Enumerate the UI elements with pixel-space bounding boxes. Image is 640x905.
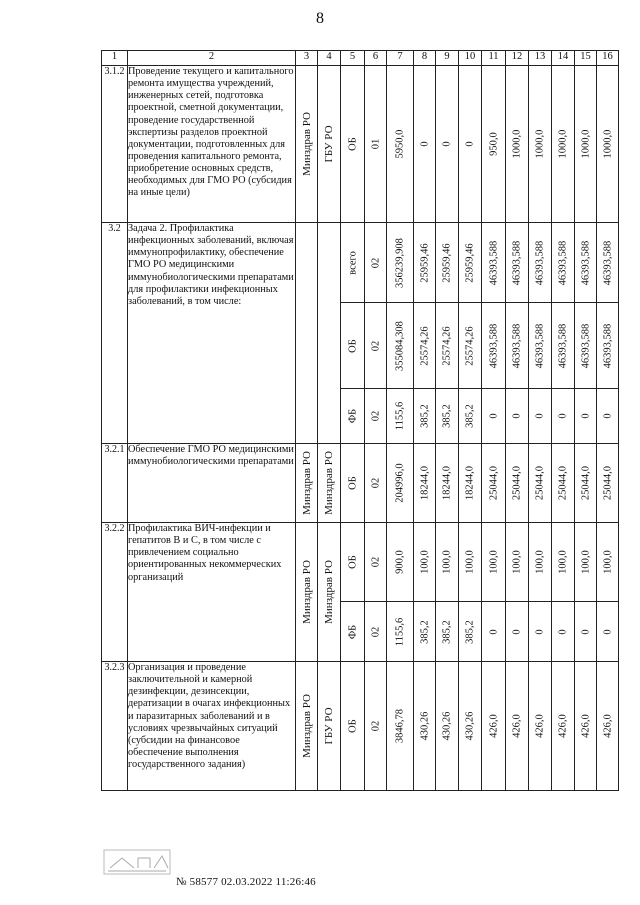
amount-value: 25959,46 (464, 242, 476, 283)
header-cell: 15 (575, 51, 597, 66)
amount-value: 0 (511, 413, 523, 419)
amount-cell (506, 662, 529, 791)
amount-cell (597, 303, 619, 389)
executor-label: Минздрав РО (300, 694, 313, 758)
amount-value: 385,2 (419, 619, 430, 644)
amount-value: 950,0 (488, 132, 499, 156)
document-id: № 58577 02.03.2022 11:26:46 (176, 876, 316, 888)
code-value: 02 (370, 340, 381, 351)
amount-value: 25044,0 (534, 465, 546, 501)
participant-cell (318, 523, 341, 662)
amount-value: 0 (441, 141, 453, 147)
amount-cell (575, 602, 597, 662)
header-cell: 2 (128, 51, 296, 66)
funding-source: всего (347, 250, 358, 275)
amount-cell (552, 66, 575, 223)
amount-value: 0 (580, 628, 591, 635)
amount-cell (387, 444, 414, 523)
amount-cell (436, 303, 459, 389)
amount-cell (459, 662, 482, 791)
amount-value: 0 (580, 413, 591, 419)
amount-cell (529, 389, 552, 444)
amount-value: 46393,588 (602, 240, 613, 285)
header-cell: 16 (597, 51, 619, 66)
amount-cell (436, 523, 459, 602)
code-value: 02 (370, 477, 381, 489)
amount-cell (506, 523, 529, 602)
amount-cell (529, 303, 552, 389)
amount-value: 385,2 (441, 404, 453, 428)
amount-cell (482, 66, 506, 223)
amount-cell (552, 444, 575, 523)
page-number: 8 (316, 10, 324, 27)
amount-value: 100,0 (602, 550, 613, 574)
amount-value: 0 (419, 141, 430, 147)
amount-cell (459, 303, 482, 389)
amount-value: 100,0 (557, 550, 569, 574)
amount-value: 204996,0 (394, 463, 406, 503)
amount-value: 25959,46 (419, 242, 430, 283)
amount-value: 100,0 (441, 550, 453, 574)
amount-cell (436, 389, 459, 444)
amount-cell (459, 389, 482, 444)
amount-value: 1000,0 (511, 129, 523, 159)
table-row (102, 523, 619, 602)
amount-cell (482, 444, 506, 523)
amount-cell (575, 223, 597, 303)
participant-cell (318, 66, 341, 223)
amount-value: 0 (557, 628, 569, 635)
amount-cell (552, 223, 575, 303)
code-cell (365, 223, 387, 303)
header-cell: 14 (552, 51, 575, 66)
amount-cell (552, 662, 575, 791)
code-value: 02 (370, 720, 381, 732)
amount-cell (597, 444, 619, 523)
table-row (102, 444, 619, 523)
amount-value: 46393,588 (557, 240, 569, 285)
row-description: Организация и проведение заключительной и камерной дезинфекции, дезинсекции, дератизации в очагах инфекционных и паразитарных заболеваний и в условиях чрезвычайных ситуаций (субсидии на финансовое обеспечение выполнения государственного задания) (128, 662, 296, 791)
amount-value: 0 (557, 413, 569, 419)
code-value: 02 (370, 410, 381, 422)
amount-value: 0 (488, 413, 499, 419)
amount-cell (436, 223, 459, 303)
amount-cell (482, 602, 506, 662)
row-number: 3.2.3 (102, 662, 128, 791)
funding-source-cell (341, 602, 365, 662)
amount-cell (552, 303, 575, 389)
amount-value: 46393,588 (511, 240, 523, 285)
amount-value: 1155,6 (394, 401, 406, 431)
amount-cell (414, 602, 436, 662)
amount-value: 0 (602, 413, 613, 419)
row-number: 3.2.2 (102, 523, 128, 662)
funding-source-cell (341, 444, 365, 523)
code-cell (365, 303, 387, 389)
row-description: Профилактика ВИЧ-инфекции и гепатитов В и С, в том числе с привлечением социально ориентированных некоммерческих организаций (128, 523, 296, 662)
header-cell: 3 (296, 51, 318, 66)
amount-cell (529, 444, 552, 523)
amount-value: 46393,588 (488, 240, 499, 285)
amount-value: 46393,588 (580, 240, 591, 285)
amount-cell (575, 389, 597, 444)
amount-cell (597, 389, 619, 444)
amount-value: 0 (488, 628, 499, 635)
funding-source: ФБ (347, 624, 358, 639)
executor-cell (296, 662, 318, 791)
row-number: 3.1.2 (102, 66, 128, 223)
amount-cell (552, 602, 575, 662)
header-cell: 6 (365, 51, 387, 66)
amount-cell (387, 523, 414, 602)
funding-source: ОБ (347, 137, 358, 151)
amount-cell (506, 602, 529, 662)
executor-cell (296, 66, 318, 223)
stamp-image (102, 848, 172, 876)
amount-cell (387, 66, 414, 223)
amount-value: 1000,0 (602, 129, 613, 159)
participant-cell (318, 444, 341, 523)
executor-cell (296, 444, 318, 523)
participant-label: ГБУ РО (323, 707, 335, 745)
amount-cell (597, 662, 619, 791)
amount-value: 25959,46 (441, 242, 453, 283)
code-cell (365, 602, 387, 662)
amount-value: 46393,588 (511, 323, 523, 368)
amount-value: 0 (464, 141, 476, 147)
amount-cell (459, 66, 482, 223)
amount-value: 25574,26 (419, 325, 430, 366)
amount-cell (506, 444, 529, 523)
funding-source-cell (341, 389, 365, 444)
amount-cell (436, 662, 459, 791)
amount-cell (459, 602, 482, 662)
amount-cell (387, 223, 414, 303)
executor-label: Минздрав РО (300, 451, 313, 515)
amount-cell (387, 602, 414, 662)
participant-label: Минздрав РО (323, 560, 335, 624)
amount-value: 426,0 (488, 714, 499, 738)
amount-value: 100,0 (464, 550, 476, 574)
amount-value: 0 (534, 628, 546, 635)
participant-label: ГБУ РО (323, 125, 335, 163)
amount-value: 46393,588 (534, 240, 546, 285)
amount-value: 46393,588 (580, 323, 591, 368)
code-value: 02 (370, 556, 381, 568)
code-value: 01 (370, 138, 381, 150)
code-cell (365, 66, 387, 223)
amount-cell (597, 223, 619, 303)
code-cell (365, 662, 387, 791)
participant-cell (318, 662, 341, 791)
amount-value: 426,0 (557, 714, 569, 738)
amount-cell (436, 66, 459, 223)
amount-value: 385,2 (464, 619, 476, 644)
funding-source: ОБ (347, 338, 358, 353)
amount-cell (482, 223, 506, 303)
amount-value: 18244,0 (464, 465, 476, 501)
amount-cell (529, 662, 552, 791)
amount-value: 25574,26 (464, 325, 476, 366)
funding-source: ФБ (347, 408, 358, 424)
amount-cell (387, 662, 414, 791)
amount-cell (436, 602, 459, 662)
funding-source-cell (341, 223, 365, 303)
row-description: Проведение текущего и капитального ремонта имущества учреждений, инженерных сетей, подготовка проектной, сметной документации, проведение государственной экспертизы разделов проектной документации, подготовленных для проведения капитального ремонта, приобретение основных средств, необходимых для ГМО РО (субсидия на иные цели) (128, 66, 296, 223)
funding-source: ОБ (347, 555, 358, 569)
header-cell: 10 (459, 51, 482, 66)
row-description: Обеспечение ГМО РО медицинскими иммунобиологическими препаратами (128, 444, 296, 523)
header-cell: 9 (436, 51, 459, 66)
amount-value: 1155,6 (394, 617, 406, 646)
amount-cell (529, 523, 552, 602)
participant-cell (318, 223, 341, 444)
amount-cell (506, 66, 529, 223)
amount-cell (414, 444, 436, 523)
amount-cell (529, 223, 552, 303)
funding-source-cell (341, 523, 365, 602)
amount-value: 25044,0 (488, 465, 499, 501)
amount-cell (506, 303, 529, 389)
executor-cell (296, 223, 318, 444)
participant-label: Минздрав РО (323, 451, 335, 515)
amount-value: 0 (534, 413, 546, 419)
header-cell: 8 (414, 51, 436, 66)
amount-value: 426,0 (511, 714, 523, 738)
amount-cell (414, 662, 436, 791)
executor-label: Минздрав РО (300, 560, 313, 624)
amount-cell (597, 66, 619, 223)
header-cell: 7 (387, 51, 414, 66)
executor-label: Минздрав РО (300, 112, 313, 176)
funding-source: ОБ (347, 719, 358, 733)
amount-value: 100,0 (488, 550, 499, 574)
amount-cell (414, 223, 436, 303)
amount-value: 1000,0 (580, 129, 591, 159)
amount-cell (575, 303, 597, 389)
amount-value: 25044,0 (557, 465, 569, 501)
amount-value: 100,0 (511, 550, 523, 574)
amount-value: 426,0 (534, 714, 546, 738)
amount-cell (552, 523, 575, 602)
amount-cell (529, 66, 552, 223)
amount-value: 25044,0 (511, 465, 523, 501)
amount-value: 25044,0 (602, 465, 613, 501)
code-cell (365, 523, 387, 602)
code-value: 02 (370, 257, 381, 268)
table-row (102, 662, 619, 791)
amount-value: 46393,588 (534, 323, 546, 368)
row-number: 3.2.1 (102, 444, 128, 523)
header-cell: 1 (102, 51, 128, 66)
header-cell: 11 (482, 51, 506, 66)
amount-cell (414, 303, 436, 389)
table-row (102, 66, 619, 223)
amount-value: 900,0 (394, 550, 406, 574)
amount-value: 430,26 (464, 711, 476, 741)
amount-cell (387, 303, 414, 389)
amount-value: 385,2 (464, 404, 476, 428)
amount-value: 18244,0 (441, 465, 453, 501)
amount-cell (482, 523, 506, 602)
amount-cell (529, 602, 552, 662)
amount-cell (506, 389, 529, 444)
amount-cell (597, 602, 619, 662)
amount-value: 356239,908 (394, 237, 406, 288)
code-value: 02 (370, 626, 381, 637)
code-cell (365, 389, 387, 444)
amount-value: 25574,26 (441, 325, 453, 366)
amount-cell (436, 444, 459, 523)
amount-cell (414, 66, 436, 223)
amount-cell (482, 303, 506, 389)
amount-value: 385,2 (441, 619, 453, 644)
row-description: Задача 2. Профилактика инфекционных заболеваний, включая иммунопрофилактику, обеспечение ГМО РО медицинскими иммунобиологическими препаратами для профилактики инфекционных заболеваний, в том числе: (128, 223, 296, 444)
header-cell: 13 (529, 51, 552, 66)
amount-value: 0 (602, 628, 613, 635)
amount-cell (575, 523, 597, 602)
amount-value: 1000,0 (557, 129, 569, 159)
amount-value: 100,0 (580, 550, 591, 574)
amount-value: 355084,308 (394, 320, 406, 371)
amount-value: 426,0 (602, 714, 613, 738)
funding-source-cell (341, 66, 365, 223)
amount-value: 430,26 (441, 711, 453, 741)
amount-value: 18244,0 (419, 465, 430, 501)
amount-cell (482, 662, 506, 791)
amount-cell (575, 444, 597, 523)
amount-value: 46393,588 (488, 323, 499, 368)
amount-value: 426,0 (580, 714, 591, 738)
amount-cell (575, 662, 597, 791)
amount-value: 46393,588 (602, 323, 613, 368)
header-cell: 4 (318, 51, 341, 66)
budget-table (101, 50, 619, 791)
amount-value: 25044,0 (580, 465, 591, 501)
amount-cell (414, 523, 436, 602)
amount-cell (459, 523, 482, 602)
amount-cell (414, 389, 436, 444)
amount-value: 1000,0 (534, 129, 546, 159)
row-number: 3.2 (102, 223, 128, 444)
funding-source-cell (341, 662, 365, 791)
funding-source-cell (341, 303, 365, 389)
funding-source: ОБ (347, 476, 358, 490)
amount-value: 0 (511, 628, 523, 635)
amount-cell (459, 444, 482, 523)
amount-value: 3846,78 (394, 708, 406, 744)
header-cell: 5 (341, 51, 365, 66)
amount-cell (387, 389, 414, 444)
amount-cell (459, 223, 482, 303)
amount-value: 430,26 (419, 711, 430, 741)
code-cell (365, 444, 387, 523)
amount-value: 5950,0 (394, 129, 406, 159)
amount-cell (506, 223, 529, 303)
executor-cell (296, 523, 318, 662)
header-row (102, 51, 619, 66)
table-row (102, 223, 619, 303)
header-cell: 12 (506, 51, 529, 66)
amount-cell (552, 389, 575, 444)
amount-cell (597, 523, 619, 602)
amount-value: 100,0 (534, 550, 546, 574)
amount-cell (575, 66, 597, 223)
amount-value: 46393,588 (557, 323, 569, 368)
amount-value: 385,2 (419, 404, 430, 428)
amount-cell (482, 389, 506, 444)
amount-value: 100,0 (419, 550, 430, 574)
